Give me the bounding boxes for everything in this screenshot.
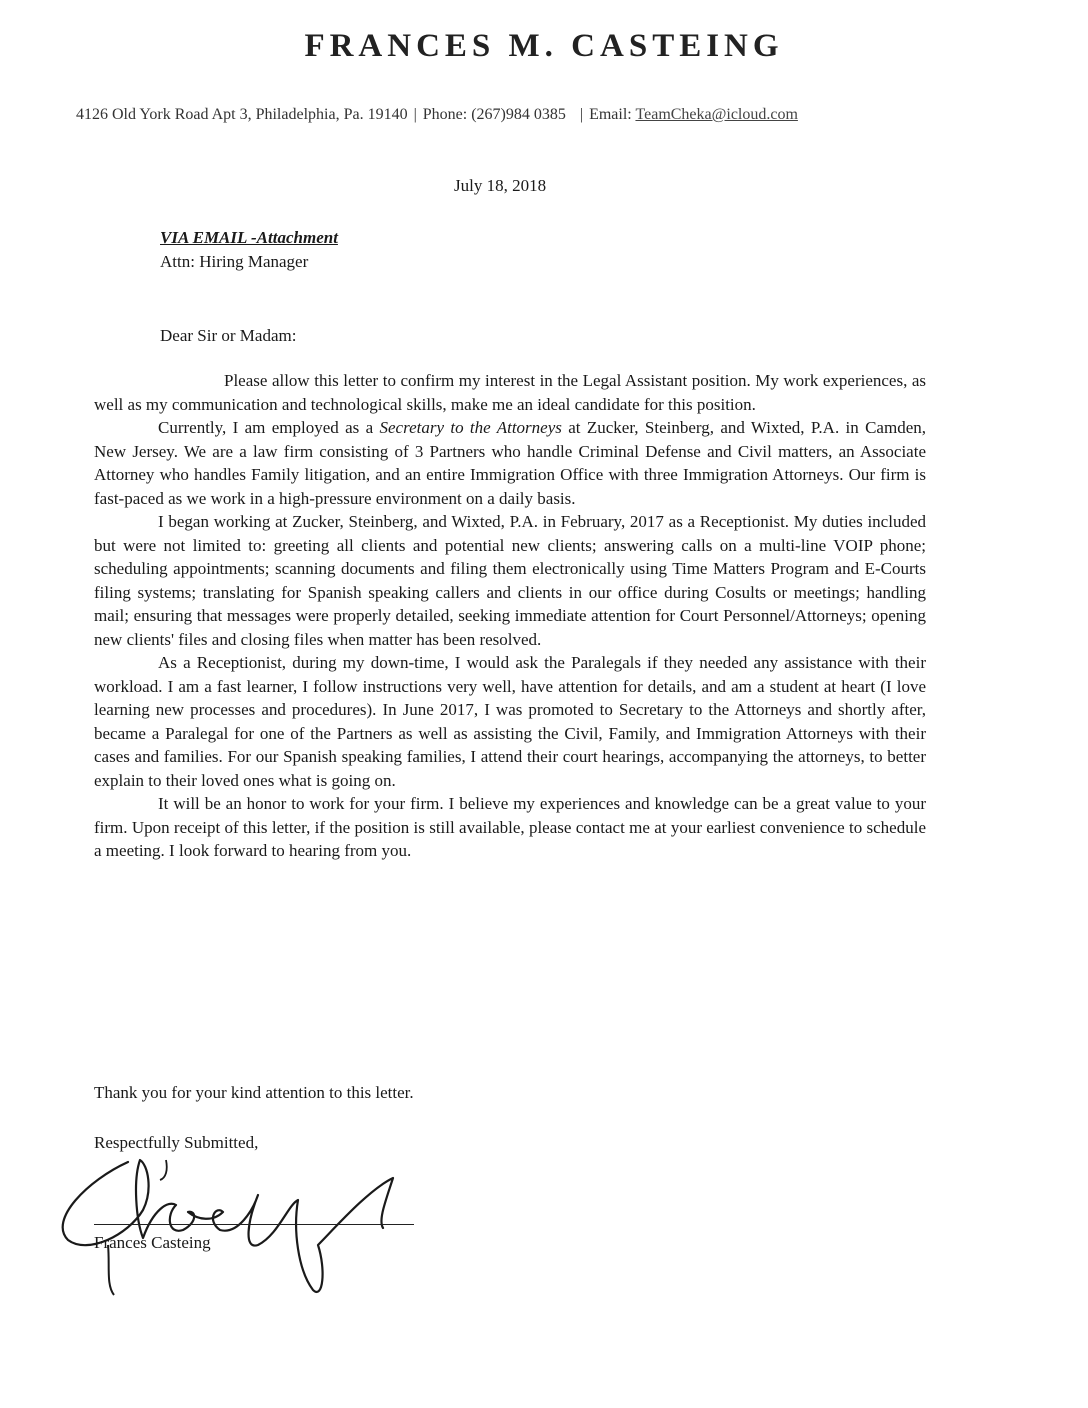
job-title: Secretary to the Attorneys	[379, 418, 562, 437]
paragraph-history: I began working at Zucker, Steinberg, and Wixted, P.A. in February, 2017 as a Receptionist. My duties included but were not limited to: greeting all clients and potential new clients; answering calls on a multi-line VOIP phone; scheduling appointments; scanning documents and filing them electronically using Time Matters Program and E-Courts filing systems; translating for Spanish speaking callers and clients in our office during Cosults or meetings; handling mail; ensuring that messages were properly detailed, seeking immediate attention for Court Personnel/Attorneys; opening new clients' files and closing files when matter has been resolved.	[94, 512, 926, 649]
email-link[interactable]: TeamCheka@icloud.com	[635, 106, 798, 123]
thanks-line: Thank you for your kind attention to this letter.	[94, 1083, 414, 1102]
signature-line	[94, 1224, 414, 1225]
current-job-suffix: at Zucker, Steinberg, and Wixted, P.A. in Camden, New Jersey. We are a law firm consisting of 3 Partners who handle Criminal Defense and Civil matters, an Associate Attorney who handles Family litigation, and an entire Immigration Office with three Immigration Attorneys. Our firm is fast-paced as we work in a high-pressure environment on a daily basis.	[94, 418, 926, 508]
paragraph-growth: As a Receptionist, during my down-time, I would ask the Paralegals if they needed any assistance with their workload. I am a fast learner, I follow instructions very well, have attention for details, and am a student at heart (I love learning new processes and procedures). In June 2017, I was promoted to Secretary to the Attorneys and shortly after, became a Paralegal for one of the Partners as well as assisting the Civil, Family, and Immigration Attorneys with their cases and families. For our Spanish speaking families, I attend their court hearings, accompanying the attorneys, to better explain to their loved ones what is going on.	[94, 653, 926, 790]
complimentary-close: Respectfully Submitted,	[94, 1133, 259, 1152]
delivery-method: VIA EMAIL -Attachment	[160, 228, 338, 247]
contact-line	[76, 106, 1036, 124]
separator: |	[571, 106, 584, 123]
attention-line: Attn: Hiring Manager	[160, 252, 309, 271]
current-job-prefix: Currently, I am employed as a	[158, 418, 380, 437]
letter-body	[94, 369, 926, 863]
signer-name: Frances Casteing	[94, 1233, 211, 1252]
separator: |	[413, 106, 417, 123]
paragraph-current-job	[94, 416, 926, 510]
address: 4126 Old York Road Apt 3, Philadelphia, Pa. 19140	[76, 106, 408, 123]
salutation: Dear Sir or Madam:	[160, 326, 297, 345]
paragraph-interest: Please allow this letter to confirm my interest in the Legal Assistant position. My work experiences, as well as my communication and technological skills, make me an ideal candidate for this position.	[94, 371, 926, 414]
sender-name: FRANCES M. CASTEING	[304, 28, 784, 64]
email-label: Email:	[589, 106, 632, 123]
paragraph-closing: It will be an honor to work for your firm. I believe my experiences and knowledge can be a great value to your firm. Upon receipt of this letter, if the position is still available, please contact me at your earliest convenience to schedule a meeting. I look forward to hearing from you.	[94, 794, 926, 860]
handwritten-signature	[48, 1150, 408, 1300]
phone: Phone: (267)984 0385	[422, 106, 566, 123]
letter-date: July 18, 2018	[454, 176, 547, 195]
